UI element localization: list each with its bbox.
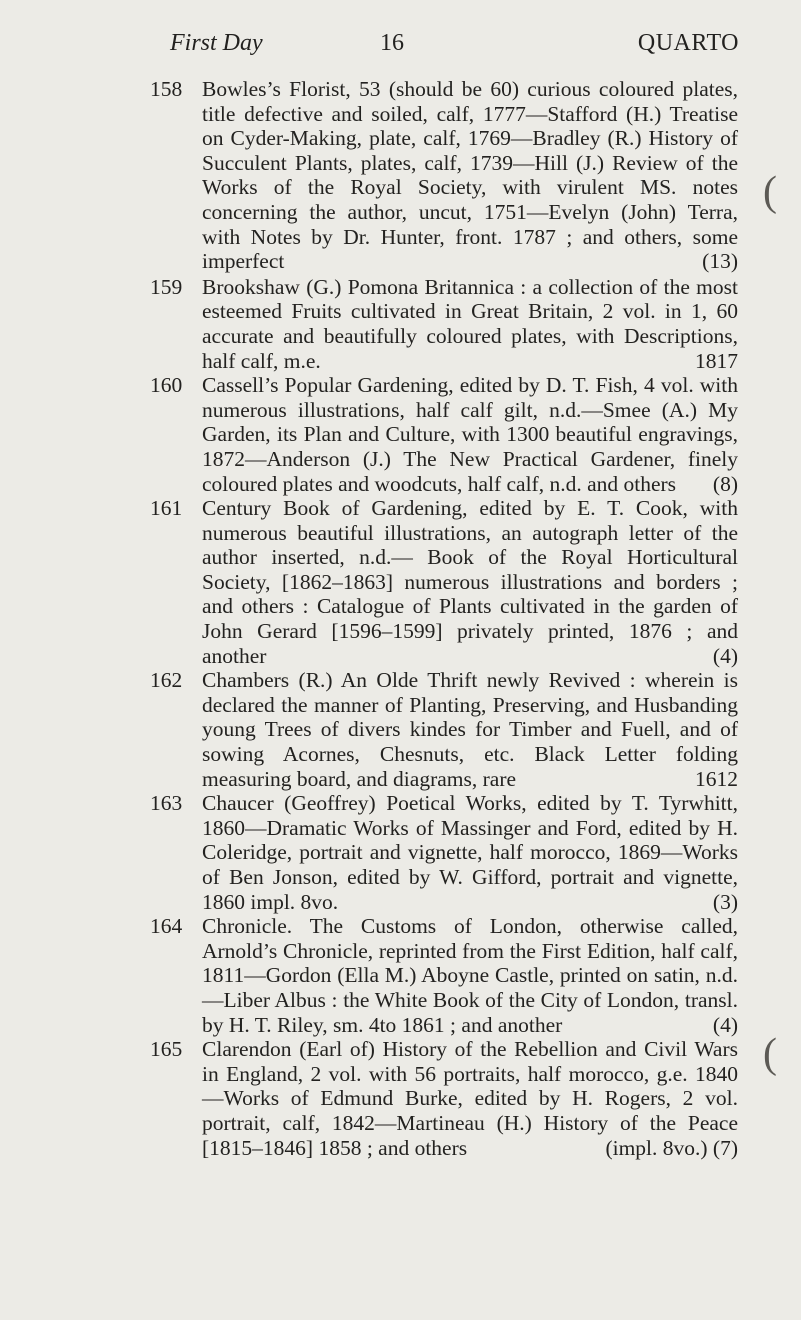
lot-description: Chaucer (Geoffrey) Poetical Works, edited by T. Tyrwhitt, 1860—Dramatic Works of Massinger and Ford, edited by H. Coleridge, portrait and vignette, half morocco, 1869—Works of Ben Jonson, edited by W. Gifford, portrait and vignette, 1860 impl. 8vo.: [202, 791, 738, 914]
lot-description: Brookshaw (G.) Pomona Britannica : a collection of the most esteemed Fruits cultivated in Great Britain, 2 vol. in 1, 60 accurate and beautifully coloured plates, with Descriptions, half calf, m.e.: [202, 274, 738, 373]
lot-entry: [150, 373, 738, 496]
lot-description: Chronicle. The Customs of London, otherwise called, Arnold’s Chronicle, reprinted from the First Edition, half calf, 1811—Gordon (Ella M.) Aboyne Castle, printed on satin, n.d.—Liber Albus : the White Book of the City of London, transl. by H. T. Riley, sm. 4to 1861 ; and another: [202, 914, 738, 1037]
show-through-mark: (: [763, 169, 777, 215]
lot-description: Century Book of Gardening, edited by E. T. Cook, with numerous beautiful illustrations, an autograph letter of the author inserted, n.d.— Book of the Royal Horticultural Society, [1862–1863] numerous illustrations and borders ; and others : Catalogue of Plants cultivated in the garden of John Gerard [1596–1599] privately printed, 1876 ; and another: [202, 496, 738, 668]
lot-entry: [150, 496, 738, 668]
lot-count: (3): [712, 889, 738, 914]
lot-entry: [150, 1037, 738, 1160]
show-through-mark: (: [763, 1031, 777, 1077]
lot-date: 1612: [695, 766, 738, 791]
page-number: 16: [380, 30, 404, 56]
lot-count: (impl. 8vo.) (7): [605, 1135, 738, 1160]
header-format: QUARTO: [637, 30, 739, 56]
lot-number: 165: [150, 1037, 183, 1062]
lot-number: 164: [150, 914, 183, 939]
lot-description: Clarendon (Earl of) History of the Rebellion and Civil Wars in England, 2 vol. with 56 portraits, half morocco, g.e. 1840—Works of Edmund Burke, edited by H. Rogers, 2 vol. portrait, calf, 1842—Martineau (H.) History of the Peace [1815–1846] 1858 ; and others: [202, 1037, 738, 1160]
lot-entry: [150, 791, 738, 914]
lot-number: 161: [150, 496, 183, 521]
lot-list: [150, 77, 738, 1160]
lot-count: (13): [702, 249, 738, 274]
lot-number: 162: [150, 668, 183, 693]
lot-description: Chambers (R.) An Olde Thrift newly Revived : wherein is declared the manner of Planting, Preserving, and Husbanding young Trees of divers kindes for Timber and Fuell, and of sowing Acornes, Chesnuts, etc. Black Letter folding measuring board, and diagrams, rare: [202, 668, 738, 791]
lot-count: (4): [712, 1012, 738, 1037]
header-day: First Day: [170, 30, 263, 56]
lot-number: 158: [150, 77, 183, 101]
lot-date: 1817: [695, 348, 738, 373]
lot-count: (8): [712, 471, 738, 496]
lot-description: Bowles’s Florist, 53 (should be 60) curious coloured plates, title defective and soiled, calf, 1777—Stafford (H.) Treatise on Cyder-Making, plate, calf, 1769—Bradley (R.) History of Succulent Plants, plates, calf, 1739—Hill (J.) Review of the Works of the Royal Society, with virulent MS. notes concerning the author, uncut, 1751—Evelyn (John) Terra, with Notes by Dr. Hunter, front. 1787 ; and others, some imperfect: [202, 77, 738, 274]
lot-entry: [150, 914, 738, 1037]
lot-number: 160: [150, 373, 183, 398]
lot-count: (4): [712, 643, 738, 668]
lot-entry: [150, 275, 738, 373]
lot-entry: [150, 77, 738, 274]
lot-description: Cassell’s Popular Gardening, edited by D. T. Fish, 4 vol. with numerous illustrations, half calf gilt, n.d.—Smee (A.) My Garden, its Plan and Culture, with 1300 beautiful engravings, 1872—Anderson (J.) The New Practical Gardener, finely coloured plates and woodcuts, half calf, n.d. and others: [202, 373, 738, 496]
lot-entry: [150, 668, 738, 791]
lot-number: 159: [150, 274, 183, 299]
lot-number: 163: [150, 791, 183, 816]
page-header: [170, 30, 739, 70]
